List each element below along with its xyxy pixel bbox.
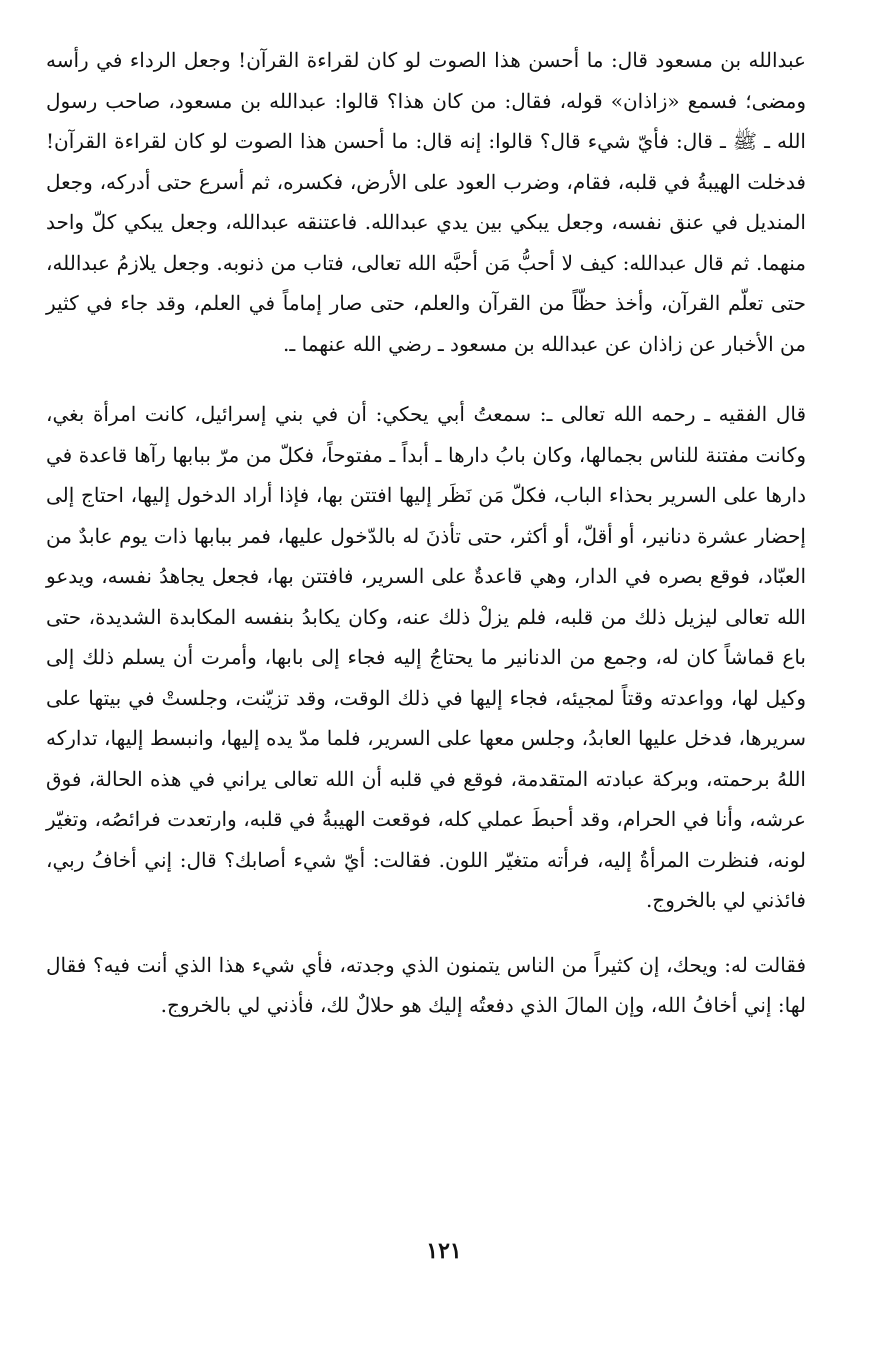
paragraph-3: فقالت له: ويحك، إن كثيراً من الناس يتمنون الذي وجدته، فأي شيء هذا الذي أنت فيه؟ فقال لها: إني أخافُ الله، وإن المالَ الذي دفعتُه إليك هو حلالٌ لك، فأذني لي بالخروج. <box>46 952 806 1017</box>
paragraph-2: قال الفقيه ـ رحمه الله تعالى ـ: سمعتُ أبي يحكي: أن في بني إسرائيل، كانت امرأة بغي، وكانت مفتنة للناس بجمالها، وكان بابُ دارها ـ أبداً ـ مفتوحاً، فكلّ من مرّ ببابها رآها قاعدة في دارها على السرير بحذاء الباب، فكلّ مَن نَظَر إليها افتتن بها، فإذا أراد الدخول إليها، احتاج إلى إحضار عشرة دنانير، أو أقلّ، أو أكثر، حتى تأذنَ له بالدّخول عليها، فمر ببابها ذات يوم عابدٌ من العبّاد، فوقع بصره في الدار، وهي قاعدةٌ على السرير، فافتتن بها، فجعل يجاهدُ نفسه، ويدعو الله تعالى ليزيل ذلك من قلبه، فلم يزلْ ذلك عنه، وكان يكابدُ بنفسه المكابدة الشديدة، حتى باع قماشاً كان له، وجمع من الدنانير ما يحتاجُ إليه فجاء إلى بابها، وأمرت أن يسلم ذلك إلى وكيل لها، وواعدته وقتاً لمجيئه، فجاء إليها في ذلك الوقت، وقد تزيّنت، وجلستْ في بيتها على سريرها، فدخل عليها العابدُ، وجلس معها على السرير، فلما مدّ يده إليها، وانبسط إليها، تداركه اللهُ برحمته، وبركة عبادته المتقدمة، فوقع في قلبه أن الله تعالى يراني في هذه الحالة، فوق عرشه، وأنا في الحرام، وقد أحبطَ عملي كله، فوقعت الهيبةُ في قلبه، وارتعدت فرائصُه، وتغيّر لونه، فنظرت المرأةُ إليه، فرأته متغيّر اللون. فقالت: أيّ شيء أصابك؟ قال: إني أخافُ ربي، فائذني لي بالخروج. <box>46 402 806 912</box>
page-number: ١٢١ <box>426 1238 462 1264</box>
paragraph-1: عبدالله بن مسعود قال: ما أحسن هذا الصوت لو كان لقراءة القرآن! وجعل الرداء في رأسه ومضى؛ فسمع «زاذان» قوله، فقال: من كان هذا؟ قالوا: عبدالله بن مسعود، صاحب رسول الله ـ ﷺ ـ قال: فأيّ شيء قال؟ قالوا: إنه قال: ما أحسن هذا الصوت لو كان لقراءة القرآن! فدخلت الهيبةُ في قلبه، فقام، وضرب العود على الأرض، فكسره، ثم أسرع حتى أدركه، وجعل المنديل في عنق نفسه، وجعل يبكي بين يدي عبدالله. فاعتنقه عبدالله، وجعل يبكي كلّ واحد منهما. ثم قال عبدالله: كيف لا أحبُّ مَن أحبَّه الله تعالى، فتاب من ذنوبه. وجعل يلازمُ عبدالله، حتى تعلّم القرآن، وأخذ حظّاً من القرآن والعلم، حتى صار إماماً في العلم، وقد جاء في كثير من الأخبار عن زاذان عن عبدالله بن مسعود ـ رضي الله عنهما ـ. <box>46 48 806 356</box>
